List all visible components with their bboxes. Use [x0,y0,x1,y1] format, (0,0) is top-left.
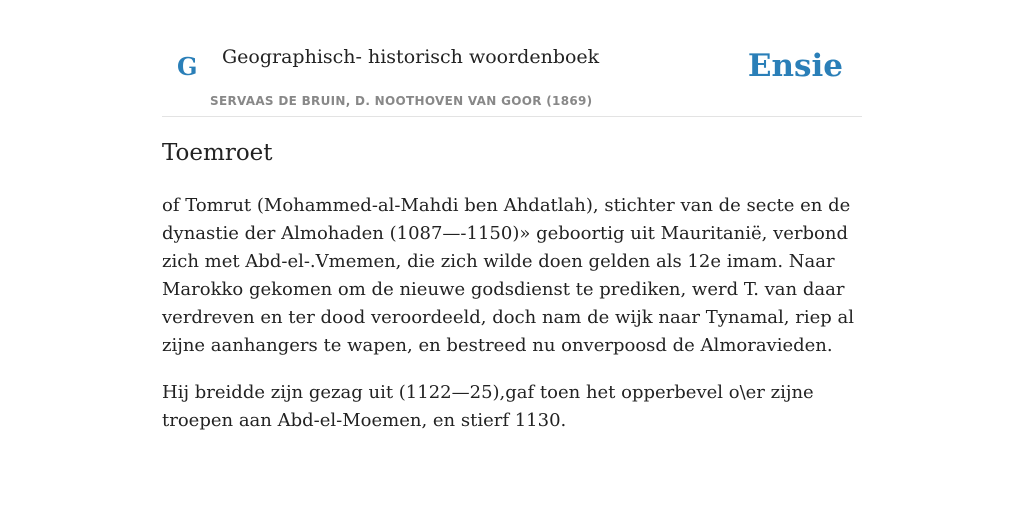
ensie-logo-link[interactable]: Ensie [747,48,843,84]
book-initial-logo[interactable]: G [177,52,198,81]
book-author: SERVAAS DE BRUIN, D. NOOTHOVEN VAN GOOR (1869) [210,94,593,108]
entry-paragraph: Hij breidde zijn gezag uit (1122—25),gaf toen het opperbevel o\er zijne troepen aan Abd-el-Moemen, en stierf 1130. [162,382,814,431]
page [162,0,862,431]
entry-body [162,192,862,454]
book-title-link[interactable]: Geographisch- historisch woordenboek [222,46,600,68]
entry-paragraph: of Tomrut (Mohammed-al-Mahdi ben Ahdatlah), stichter van de secte en de dynastie der Almohaden (1087—-1150)» geboortig uit Mauritanië, verbond zich met Abd-el-.Vmemen, die zich wilde doen gelden als 12e imam. Naar Marokko gekomen om de nieuwe godsdienst te prediken, werd T. van daar verdreven en ter dood veroordeeld, doch nam de wijk naar Tynamal, riep al zijne aanhangers te wapen, en bestreed nu onverpoosd de Almoravieden. [162,195,854,356]
entry-title: Toemroet [162,140,273,166]
book-header [162,0,862,117]
